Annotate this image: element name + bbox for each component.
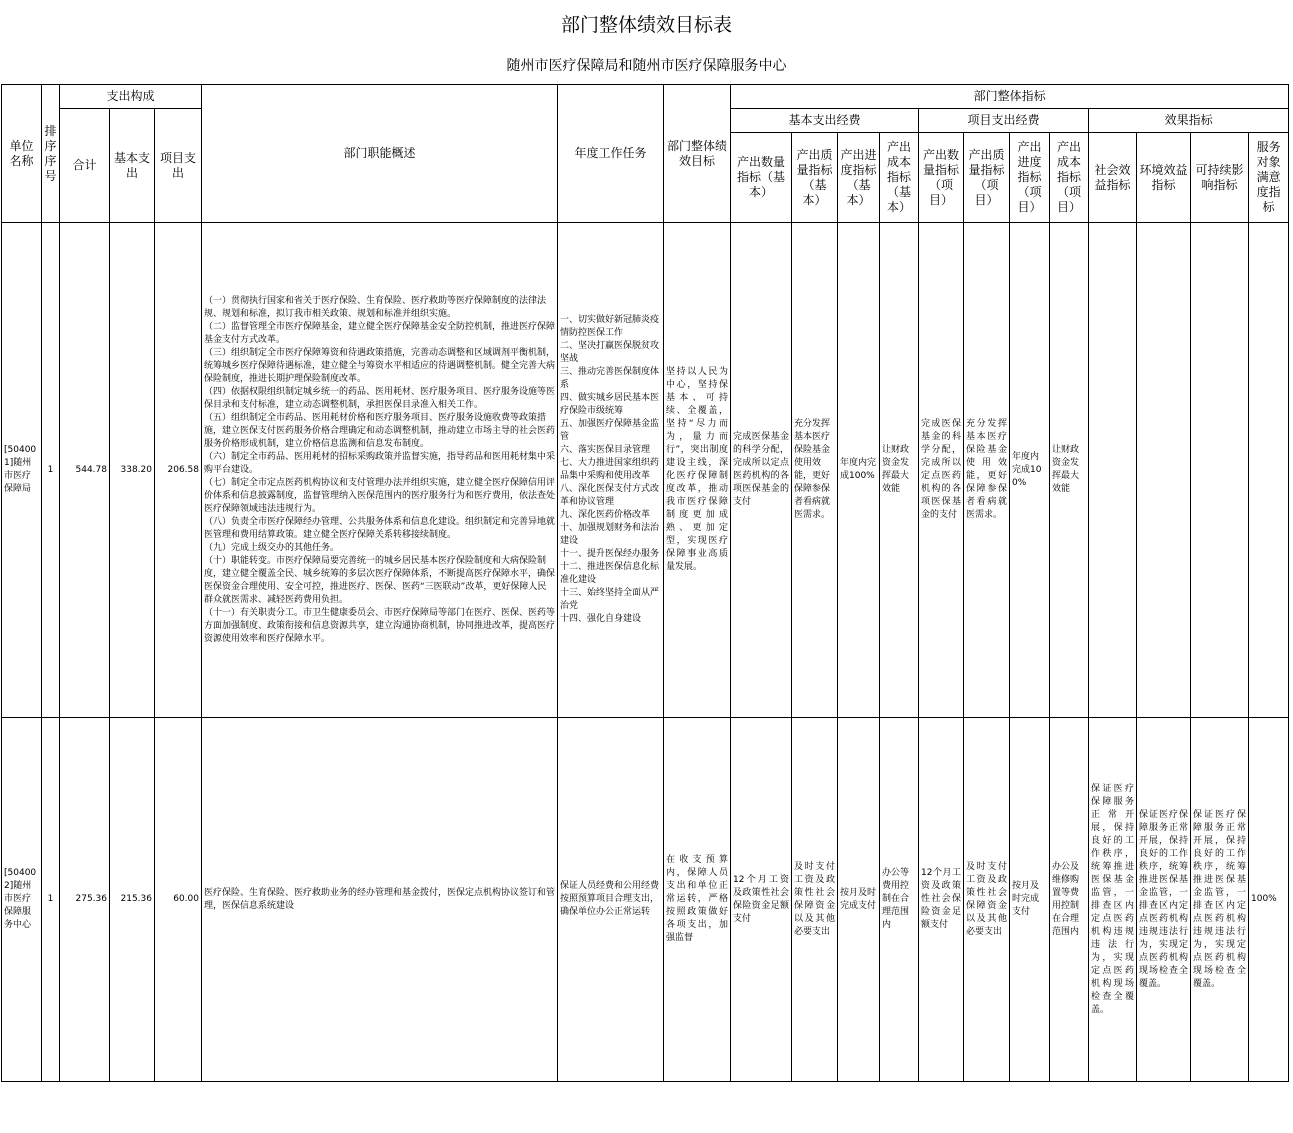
header-function: 部门职能概述 <box>202 85 558 223</box>
total-cell: 544.78 <box>60 223 110 718</box>
performance-table <box>1 84 1289 1082</box>
indicator-cell: 年度内完成100% <box>838 223 880 718</box>
header-target: 部门整体绩效目标 <box>664 85 731 223</box>
header-col: 可持续影响指标 <box>1191 133 1249 223</box>
unit-name-cell: [504002]随州市医疗保障服务中心 <box>2 718 42 1082</box>
function-item: （一）贯彻执行国家和省关于医疗保险、生育保险、医疗救助等医疗保障制度的法律法规、规划和标准，拟订我市相关政策、规划和标准并组织实施。 <box>204 295 547 319</box>
header-basic-funds: 基本支出经费 <box>731 109 919 133</box>
function-item: （七）制定全市定点医药机构协议和支付管理办法并组织实施，建立健全医疗保障信用评价体系和信息披露制度，监督管理纳入医保范围内的医疗服务行为和医疗费用，依法查处医疗保障领域违法违规行为。 <box>204 477 556 514</box>
indicator-cell <box>1191 223 1249 718</box>
function-item: （六）制定全市药品、医用耗材的招标采购政策并监督实施，指导药品和医用耗材集中采购平台建设。 <box>204 451 556 475</box>
target-cell: 在收支预算内，保障人员支出和单位正常运转，严格按照政策做好各项支出，加强监督 <box>664 718 731 1082</box>
tasks-cell: 保证人员经费和公用经费按照预算项目合理支出，确保单位办公正常运转 <box>558 718 664 1082</box>
indicator-cell: 年度内完成100% <box>1010 223 1050 718</box>
function-item: （三）组织制定全市医疗保障筹资和待遇政策措施，完善动态调整和区域调剂平衡机制，统筹城乡医疗保障待遇标准，建立健全与筹资水平相适应的待遇调整机制。健全完善大病保险制度，推进长期护理保险制度改革。 <box>204 347 556 384</box>
header-col: 产出进度指标（项目） <box>1010 133 1050 223</box>
function-item: （九）完成上级交办的其他任务。 <box>204 542 340 553</box>
indicator-cell: 办公及维修购置等费用控制在合理范围内 <box>1050 718 1089 1082</box>
indicator-cell: 保证医疗保障服务正常开展，保持良好的工作秩序，统筹推进医保基金监管，一排查区内定点医药机构违规违法行为，实现定点医药机构现场检查全覆盖。 <box>1137 718 1191 1082</box>
header-col: 产出成本指标（基本） <box>880 133 919 223</box>
indicator-cell: 保证医疗保障服务正常开展，保持良好的工作秩序，统筹推进医保基金监管，一排查区内定点医药机构违规违法行为，实现定点医药机构现场检查全覆盖。 <box>1191 718 1249 1082</box>
indicator-cell: 12个月工资及政策性社会保险资金足额支付 <box>731 718 792 1082</box>
header-col: 产出数量指标（基本） <box>731 133 792 223</box>
header-col: 产出质量指标（基本） <box>792 133 838 223</box>
header-project: 项目支出 <box>155 109 202 223</box>
header-expense-group: 支出构成 <box>60 85 202 109</box>
unit-name-cell: [504001]随州市医疗保障局 <box>2 223 42 718</box>
function-item: （五）组织制定全市药品、医用耗材价格和医疗服务项目、医疗服务设施收费等政策措施，建立医保支付医药服务价格合理确定和动态调整机制，推动建立市场主导的社会医药服务价格形成机制，建立价格信息监测和信息发布制度。 <box>204 412 556 449</box>
indicator-cell <box>1137 223 1191 718</box>
seq-cell: 1 <box>42 223 60 718</box>
function-item: （四）依据权限组织制定城乡统一的药品、医用耗材、医疗服务项目、医疗服务设施等医保目录和支付标准，建立动态调整机制，承担医保目录准入相关工作。 <box>204 386 556 410</box>
indicator-cell: 让财政资金发挥最大效能 <box>880 223 919 718</box>
header-col: 环境效益指标 <box>1137 133 1191 223</box>
table-row <box>2 718 1289 1082</box>
function-item: 医疗保险、生育保险、医疗救助业务的经办管理和基金拨付，医保定点机构协议签订和管理，医保信息系统建设 <box>204 887 556 911</box>
header-indicators: 部门整体指标 <box>731 85 1289 109</box>
indicator-cell: 保证医疗保障服务正常开展，保持良好的工作秩序，统筹推进医保基金监管，一排查区内定点医药机构违规违法行为，实现定点医药机构现场检查全覆盖。 <box>1089 718 1137 1082</box>
header-project-funds: 项目支出经费 <box>919 109 1089 133</box>
header-tasks: 年度工作任务 <box>558 85 664 223</box>
indicator-cell: 按月及时完成支付 <box>1010 718 1050 1082</box>
indicator-cell: 12个月工资及政策性社会保险资金足额支付 <box>919 718 964 1082</box>
indicator-cell: 充分发挥基本医疗保险基金使用效能，更好保障参保者看病就医需求。 <box>792 223 838 718</box>
indicator-cell: 让财政资金发挥最大效能 <box>1050 223 1089 718</box>
function-item: （十）职能转变。市医疗保障局要完善统一的城乡居民基本医疗保险制度和大病保险制度，建立健全覆盖全民、城乡统筹的多层次医疗保障体系，不断提高医疗保障水平，确保医保资金合理使用、安全可控，推进医疗、医保、医药“三医联动”改革，更好保障人民群众就医需求、减轻医药费用负担。 <box>204 555 556 605</box>
header-seq: 排序序号 <box>42 85 60 223</box>
indicator-cell: 完成医保基金的科学分配，完成所以定点医药机构的各项医保基金的支付 <box>731 223 792 718</box>
header-col: 产出进度指标（基本） <box>838 133 880 223</box>
header-unit-name: 单位名称 <box>2 85 42 223</box>
tasks-cell: 一、切实做好新冠肺炎疫情防控医保工作 二、坚决打赢医保脱贫攻坚战 三、推动完善医保制度体系 四、做实城乡居民基本医疗保险市级统筹 五、加强医疗保障基金监管 六、落实医保目录管理 七、大力推进国家组织药品集中采购和使用改革 八、深化医保支付方式改革和协议管理 九、深化医药价格改革 十、加强规划财务和法治建设 十一、提升医保经办服务 十二、推进医保信息化标准化建设 十三、始终坚持全面从严治党 十四、强化自身建设 <box>558 223 664 718</box>
header-total: 合计 <box>60 109 110 223</box>
target-cell: 坚持以人民为中心，坚持保基本、可持续、全覆盖，坚持“尽力而为，量力而行”，突出制度建设主线，深化医疗保障制度改革，推动我市医疗保障制度更加成熟、更加定型，实现医疗保障事业高质量发展。 <box>664 223 731 718</box>
indicator-cell: 完成医保基金的科学分配，完成所以定点医药机构的各项医保基金的支付 <box>919 223 964 718</box>
project-cell: 60.00 <box>155 718 202 1082</box>
header-col: 服务对象满意度指标 <box>1249 133 1289 223</box>
table-row <box>2 223 1289 718</box>
header-col: 社会效益指标 <box>1089 133 1137 223</box>
function-item: （十一）有关职责分工。市卫生健康委员会、市医疗保障局等部门在医疗、医保、医药等方面加强制度、政策衔接和信息资源共享，建立沟通协商机制，协同推进改革，提高医疗资源使用效率和医疗保障水平。 <box>204 607 556 644</box>
function-item: （八）负责全市医疗保障经办管理、公共服务体系和信息化建设。组织制定和完善异地就医管理和费用结算政策。建立健全医疗保障关系转移接续制度。 <box>204 516 556 540</box>
page-title: 部门整体绩效目标表 <box>560 14 732 36</box>
indicator-cell: 办公等费用控制在合理范围内 <box>880 718 919 1082</box>
indicator-cell: 100% <box>1249 718 1289 1082</box>
header-col: 产出成本指标（项目） <box>1050 133 1089 223</box>
indicator-cell: 按月及时完成支付 <box>838 718 880 1082</box>
total-cell: 275.36 <box>60 718 110 1082</box>
indicator-cell <box>1249 223 1289 718</box>
header-effect: 效果指标 <box>1089 109 1289 133</box>
page-subtitle: 随州市医疗保障局和随州市医疗保障服务中心 <box>506 58 787 74</box>
basic-cell: 215.36 <box>110 718 155 1082</box>
function-item: （二）监督管理全市医疗保障基金，建立健全医疗保障基金安全防控机制，推进医疗保障基金支付方式改革。 <box>204 321 556 345</box>
indicator-cell: 充分发挥基本医疗保险基金使用效能，更好保障参保者看病就医需求。 <box>964 223 1010 718</box>
function-cell <box>202 718 558 1082</box>
header-col: 产出数量指标（项目） <box>919 133 964 223</box>
basic-cell: 338.20 <box>110 223 155 718</box>
seq-cell: 1 <box>42 718 60 1082</box>
header-basic: 基本支出 <box>110 109 155 223</box>
indicator-cell: 及时支付工资及政策性社会保障资金以及其他必要支出 <box>792 718 838 1082</box>
indicator-cell <box>1089 223 1137 718</box>
header-col: 产出质量指标（项目） <box>964 133 1010 223</box>
indicator-cell: 及时支付工资及政策性社会保障资金以及其他必要支出 <box>964 718 1010 1082</box>
project-cell: 206.58 <box>155 223 202 718</box>
function-cell <box>202 223 558 718</box>
